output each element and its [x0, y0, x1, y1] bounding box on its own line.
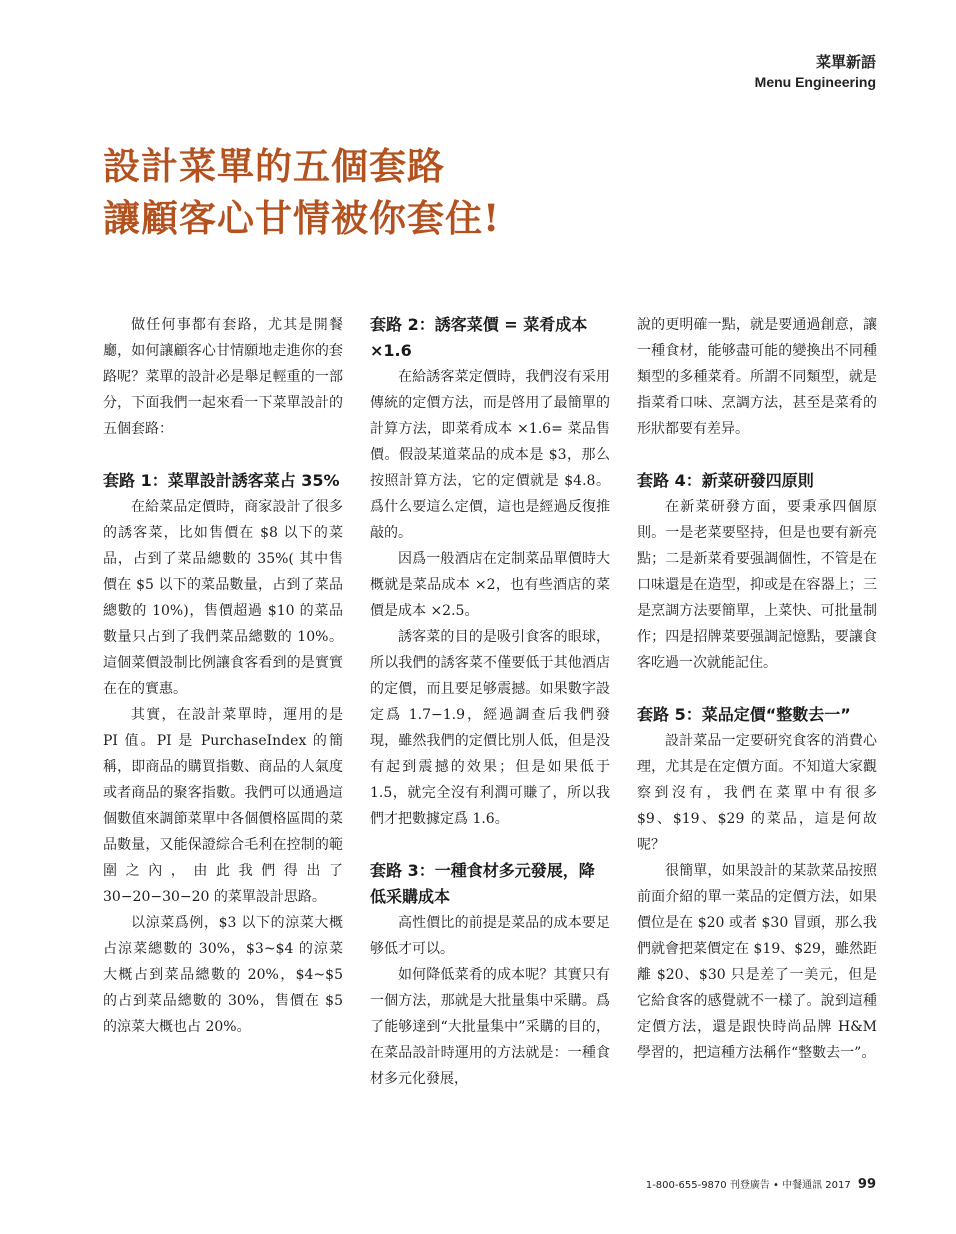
column-1	[103, 312, 343, 1040]
page-number: 99	[857, 1177, 876, 1192]
section-1-paragraph: 其實，在設計菜單時，運用的是 PI 值。PI 是 PurchaseIndex 的簡稱，即商品的購買指數、商品的人氣度或者商品的聚客指數。我們可以通過這個數值來調節菜單中各個價格區間的菜品數量，又能保證綜合毛利在控制的範圍之內，由此我們得出了 30−20−30−20 的菜單設計思路。	[103, 707, 343, 905]
section-1-heading: 套路 1：菜單設計誘客菜占 35%	[103, 471, 340, 490]
section-3-paragraph: 如何降低菜肴的成本呢？其實只有一個方法，那就是大批量集中采購。爲了能够達到“大批量集中”采購的目的，在菜品設計時運用的方法就是：一種食材多元化發展，	[370, 967, 610, 1087]
section-2-paragraph: 在給誘客菜定價時，我們沒有采用傳統的定價方法，而是啓用了最簡單的計算方法，即菜肴成本 ×1.6= 菜品售價。假設某道菜品的成本是 $3，那么按照計算方法，它的定價就是 $4.8。爲什么要這么定價，這也是經過反復推敲的。	[370, 369, 610, 541]
running-header	[755, 52, 876, 92]
section-2-paragraph: 因爲一般酒店在定制菜品單價時大概就是菜品成本 ×2，也有些酒店的菜價是成本 ×2.5。	[370, 551, 610, 619]
section-1-paragraph: 以涼菜爲例，$3 以下的涼菜大概占涼菜總數的 30%，$3~$4 的涼菜大概占到菜品總數的 20%，$4~$5 的占到菜品總數的 30%，售價在 $5 的涼菜大概也占 20%。	[103, 915, 343, 1035]
section-5-heading: 套路 5：菜品定價“整數去一”	[637, 705, 851, 724]
section-4-paragraph: 在新菜研發方面，要秉承四個原則。一是老菜要堅持，但是也要有新亮點；二是新菜肴要强調個性，不管是在口味還是在造型，抑或是在容器上；三是烹調方法要簡單，上菜快、可批量制作；四是招牌菜要强調記憶點，要讓食客吃過一次就能記住。	[637, 499, 877, 671]
section-2-heading: 套路 2：誘客菜價 = 菜肴成本 ×1.6	[370, 315, 588, 360]
footer-phone: 1-800-655-9870	[645, 1180, 727, 1191]
section-4-heading: 套路 4：新菜研發四原則	[637, 471, 814, 490]
section-5-paragraph: 很簡單，如果設計的某款菜品按照前面介紹的單一菜品的定價方法，如果價位是在 $20 或者 $30 冒頭，那么我們就會把菜價定在 $19、$29，雖然距離 $20、$30 只是差了一美元，但是它給食客的感覺就不一樣了。說到這種定價方法，還是跟快時尚品牌 H&M 學習的，把這種方法稱作“整數去一”。	[637, 863, 877, 1061]
title-line-1: 設計菜單的五個套路	[103, 144, 445, 188]
intro-paragraph: 做任何事都有套路，尤其是開餐廳，如何讓顧客心甘情願地走進你的套路呢？菜單的設計必是舉足輕重的一部分，下面我們一起來看一下菜單設計的五個套路：	[103, 317, 343, 437]
section-1-paragraph: 在給菜品定價時，商家設計了很多的誘客菜，比如售價在 $8 以下的菜品，占到了菜品總數的 35%( 其中售價在 $5 以下的菜品數量，占到了菜品總數的 10%)，售價超過 $10 的菜品數量只占到了我們菜品總數的 10%。這個菜價設制比例讓食客看到的是實實在在的實惠。	[103, 499, 343, 697]
section-5-paragraph: 設計菜品一定要研究食客的消費心理，尤其是在定價方面。不知道大家觀察到沒有，我們在菜單中有很多 $9、$19、$29 的菜品，這是何故呢？	[637, 733, 877, 853]
article-title	[103, 140, 500, 244]
section-label-en: Menu Engineering	[754, 74, 876, 90]
footer-publication: 刊登廣告 • 中餐通訊 2017	[729, 1180, 851, 1191]
title-line-2: 讓顧客心甘情被你套住!	[103, 196, 501, 240]
section-3-paragraph: 高性價比的前提是菜品的成本要足够低才可以。	[370, 915, 610, 957]
page-footer	[640, 1176, 876, 1195]
section-label-zh: 菜單新語	[815, 53, 876, 71]
column-2	[370, 312, 610, 1092]
section-3-heading: 套路 3：一種食材多元發展，降低采購成本	[370, 861, 595, 906]
section-2-paragraph: 誘客菜的目的是吸引食客的眼球，所以我們的誘客菜不僅要低于其他酒店的定價，而且要足够震撼。如果數字設定爲 1.7−1.9，經過調查后我們發現，雖然我們的定價比別人低，但是没有起到震撼的效果；但是如果低于 1.5，就完全沒有利潤可賺了，所以我們才把數據定爲 1.6。	[370, 629, 610, 827]
section-3-paragraph-continued: 說的更明確一點，就是要通過創意，讓一種食材，能够盡可能的變換出不同種類型的多種菜肴。所謂不同類型，就是指菜肴口味、烹調方法，甚至是菜肴的形狀都要有差异。	[637, 317, 877, 437]
column-3	[637, 312, 877, 1066]
